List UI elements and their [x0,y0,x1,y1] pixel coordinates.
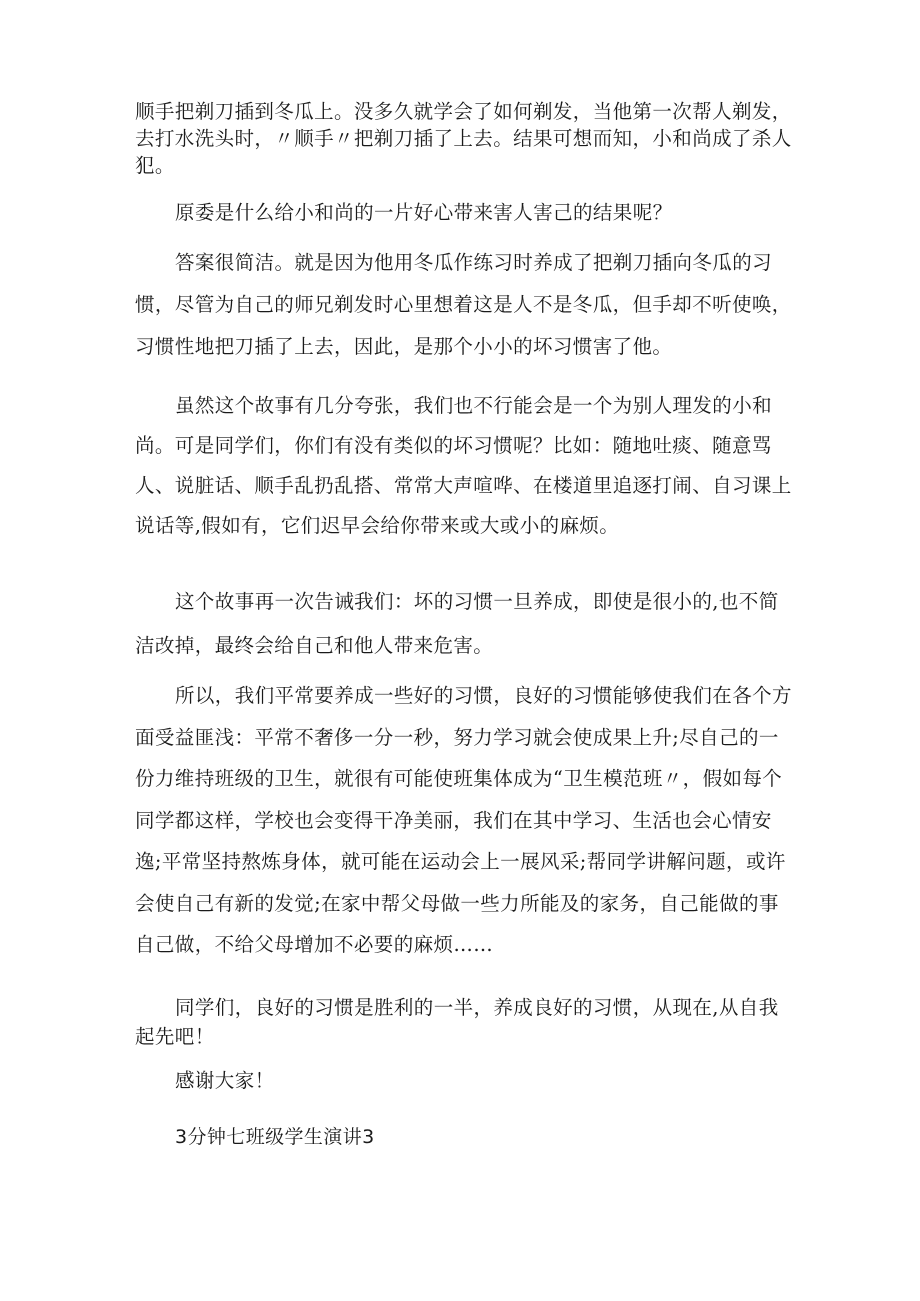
next-speech-title: 3分钟七班级学生演讲3 [175,1126,375,1148]
good-habits-paragraph: 所以，我们平常要养成一些好的习惯，良好的习惯能够使我们在各个方面受益匪浅：平常不奢侈一分一秒，努力学习就会使成果上升;尽自己的一份力维持班级的卫生，就很有可能使班集体成为“卫生模范班〃，假如每个同学都这样，学校也会变得干净美丽，我们在其中学习、生活也会心情安逸;平常坚持熬炼身体，就可能在运动会上一展风采;帮同学讲解问题，或许会使自己有新的发觉;在家中帮父母做一些力所能及的家务，自己能做的事自己做，不给父母增加不必要的麻烦…… [135,684,792,956]
story-ending-paragraph: 顺手把剃刀插到冬瓜上。没多久就学会了如何剃发，当他第一次帮人剃发，去打水洗头时，〃顺手〃把剃刀插了上去。结果可想而知，小和尚成了杀人犯。 [135,100,792,177]
bad-habits-paragraph: 虽然这个故事有几分夸张，我们也不行能会是一个为别人理发的小和尚。可是同学们，你们有没有类似的坏习惯呢？比如：随地吐痰、随意骂人、说脏话、顺手乱扔乱搭、常常大声喧哗、在楼道里追逐打闹、自习课上说话等,假如有，它们迟早会给你带来或大或小的麻烦。 [135,394,792,537]
warning-paragraph: 这个故事再一次告诫我们：坏的习惯一旦养成，即使是很小的,也不简洁改掉，最终会给自己和他人带来危害。 [135,590,779,657]
thanks-paragraph: 感谢大家！ [175,1069,275,1092]
call-to-action-paragraph: 同学们，良好的习惯是胜利的一半，养成良好的习惯，从现在,从自我起先吧！ [135,996,779,1048]
question-paragraph: 原委是什么给小和尚的一片好心带来害人害己的结果呢？ [175,201,673,224]
answer-paragraph: 答案很简洁。就是因为他用冬瓜作练习时养成了把剃刀插向冬瓜的习惯，尽管为自己的师兄剃发时心里想着这是人不是冬瓜，但手却不听使唤，习惯性地把刀插了上去，因此，是那个小小的坏习惯害了他。 [135,251,792,358]
